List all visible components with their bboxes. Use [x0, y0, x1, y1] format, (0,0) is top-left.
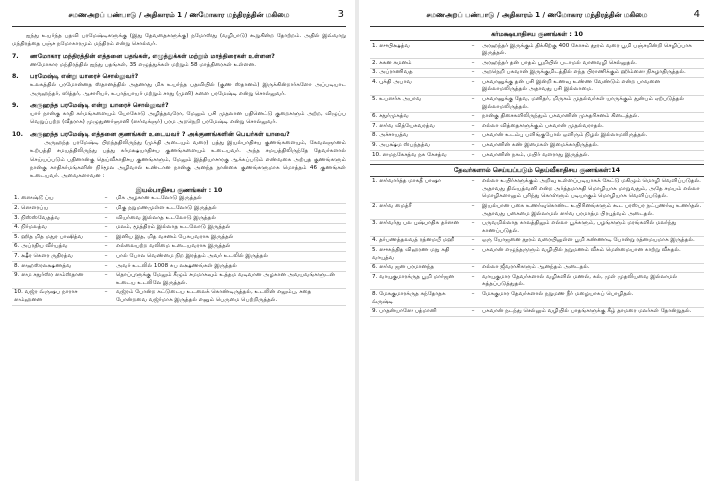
dash: –	[466, 202, 480, 219]
question	[12, 72, 346, 81]
dash: –	[98, 252, 114, 262]
quality-desc: பகவானுக்கு தேவ, மனிதர், மிருகம் முதல்வர்கள் யாருக்கும் துன்பம் ஏற்படுத்தல் இல்லாமலிருத்தல்.	[480, 95, 704, 112]
quality-name: 7. க்ஷீர கௌர ருதிரத்வ	[12, 252, 98, 262]
question	[12, 130, 346, 139]
quality-name: 9. பாதன்யாஸே பத்மானி	[370, 307, 466, 317]
right-page	[362, 4, 710, 478]
quality-desc: இனிய இத, மித வசனம் பேசுபவராக இருத்தல்	[114, 233, 346, 243]
table-row	[12, 242, 346, 252]
quality-desc: இயல்பான பகை உணர்வுகொண்ட உயிரினங்களும் கூட பரஸ்பர நட்புணர்வு உணர்தல். அதாவது பகைமை இல்லாமல் ஸர்வ பரமாத்ம பிரபுத்வம் அடைதல்.	[480, 202, 704, 219]
quality-desc: ஒரு யோஜனை தூரம் வரையிலுள்ள பூமி கண்ணாடி போன்று ரத்னமயமாக இருத்தல்.	[480, 236, 704, 246]
dash: –	[466, 290, 480, 307]
table-row	[370, 131, 704, 141]
divine-qualities-title: தேவர்களால் செய்யப்படும் தெய்வீகாதிசய குணங்கள்:14	[370, 164, 704, 177]
quality-name: 2. ஸௌரப்ய	[12, 204, 98, 214]
table-row	[370, 246, 704, 263]
right-page-number: 4	[693, 9, 700, 20]
table-row	[12, 195, 346, 204]
answer-text: ணமோகார மந்திரத்தில் ஐந்து பதங்கள், 35 எழுத்துக்கள் மற்றும் 58 மாத்திரைகள் உள்ளன.	[30, 61, 256, 68]
table-row	[370, 202, 704, 219]
quality-desc: பால் போல வெண்மை நிற இரத்தம் அவர் உடலில் இருத்தல்	[114, 252, 346, 262]
table-row	[370, 219, 704, 236]
quality-name: 10. வஜ்ர வ்ருஷப நாராச ஸம்ஹனன	[12, 288, 98, 305]
table-row	[12, 252, 346, 262]
quality-name: 5. ஹித மித மதுர பாஷித்வ	[12, 233, 98, 243]
dash: –	[466, 273, 480, 290]
quality-desc: மிகு நறுமணமுள்ள உடலோடு இருத்தல்	[114, 204, 346, 214]
table-row	[370, 42, 704, 59]
dash: –	[466, 112, 480, 122]
qa-item	[12, 52, 346, 69]
dash: –	[98, 223, 114, 233]
dash: –	[466, 307, 480, 317]
quality-desc: மிக அழகான உடலோடு இருத்தல்	[114, 195, 346, 204]
table-row	[370, 178, 704, 202]
quality-name: 4. நிர்மலத்வ	[12, 223, 98, 233]
dash: –	[98, 214, 114, 224]
table-row	[12, 262, 346, 272]
quality-name: 9. அபக்ஷ்ம ஸ்பந்தத்வ	[370, 141, 466, 151]
table-row	[370, 95, 704, 112]
quality-name: 6. சதுர்முகத்வ	[370, 112, 466, 122]
answer-text: யார் நான்கு காதி கர்மங்களையும் யோகோடு அழித்தவரோ, மேலும் பசி முதலான பதினெட்டு குறைகளும் அற்ற, விழுப்ப வெறுப்பற்ற (வீதராக) முழுதுணர்ஞானி (ஸர்வக்ஞர்) பரம அறநெறி பரமேஷ்டி என்று சொல்லுவர்.	[30, 111, 346, 126]
quality-desc: பருவமில்லாத காலத்திலும் எல்லா பூக்களும், பழங்களும் மரங்களில் மலர்ந்து காணப்படுதல்.	[480, 219, 704, 236]
dash: –	[466, 122, 480, 132]
quality-name: 4. தர்பணத்தலவத் ரத்னமயீ மஹீ	[370, 236, 466, 246]
table-row	[370, 151, 704, 161]
quality-name: 2. ககன கமனம்	[370, 59, 466, 69]
quality-desc: அறநெறி பகவான் இருக்குமிடத்தில் எந்த பிராணிக்கும் ஹிம்ஸை நிகழாதிருத்தல்.	[480, 68, 704, 78]
qa-item	[12, 72, 346, 98]
dash: –	[466, 178, 480, 202]
table-row	[370, 112, 704, 122]
table-row	[370, 122, 704, 132]
quality-desc: பகவானின் நகம், மயிர் வளராது இருத்தல்.	[480, 151, 704, 161]
quality-name: 5. ஸுகந்தித விஹரண மநு கதி வாயுத்வ	[370, 246, 466, 263]
question-number: 7.	[12, 52, 19, 60]
quality-desc: மலம், மூத்திரம் இல்லாத உடலோடு இருத்தல்	[114, 223, 346, 233]
quality-desc: மேககுமார தேவர்களால் நறுமண நீர் மழையாகப் பொழிதல்.	[480, 290, 704, 307]
quality-desc: வியர்வை இல்லாத உடலோடு இருத்தல்	[114, 214, 346, 224]
quality-desc: தொப்புளுக்கு மேலும் கீழும் சமமாகவும் உத்தம வடிவான அழகான அவயவங்களுடன் உடைய உடலிலே இருத்தல்.	[114, 271, 346, 288]
quality-name: 3. அப்ராணிவத	[370, 68, 466, 78]
quality-desc: அவர் உடலில் 1008 சுப லக்ஷணங்கள் இருத்தல்	[114, 262, 346, 272]
quality-name: 8. மேககுமாரக்ருத கந்தோதக வ்ருஷ்டி	[370, 290, 466, 307]
question-text: அருஹந்த பரமேஷ்டி என்று யாரைச் சொல்லுவர்?	[30, 102, 169, 110]
dash: –	[466, 59, 480, 69]
quality-name: 7. வாயுகுமாரக்ருத பூமி மார்ஜன	[370, 273, 466, 290]
table-row	[12, 204, 346, 214]
table-row	[370, 236, 704, 246]
quality-desc: எல்லா வித்தைகளுக்கும் பகவான் முதல்வராதல்.	[480, 122, 704, 132]
dash: –	[98, 195, 114, 204]
table-row	[370, 290, 704, 307]
karma-qualities-table	[370, 42, 704, 161]
left-page-header	[12, 4, 346, 27]
dash: –	[466, 131, 480, 141]
dash: –	[98, 271, 114, 288]
quality-desc: பகவான் உடம்பு பளிங்குபோல் ஒளிரும் நிழல் இல்லாமலிருத்தல்.	[480, 131, 704, 141]
book-gutter	[355, 0, 359, 481]
quality-desc: எல்லா ஜீவராசிகளும் ஆனந்தம் அடைதல்.	[480, 263, 704, 273]
quality-name: 4. புக்தி அபாவ	[370, 78, 466, 95]
question-text: அருஹந்த பரமேஷ்டி எத்தனை குணங்கள் உடையவர் ? அக்குணங்களின் பெயர்கள் யாவை?	[30, 130, 290, 138]
table-row	[12, 288, 346, 305]
quality-name: 3. ஸர்வர்து பல புஷ்பாதிக தர்ஸன	[370, 219, 466, 236]
dash: –	[98, 204, 114, 214]
question-number: 8.	[12, 73, 19, 81]
karma-qualities-title: கர்மக்ஷயாதிசய குணங்கள் : 10	[370, 29, 704, 41]
quality-desc: அரஹந்தர் இருக்கும் திக்கிற்கு 400 கோசம் தூரம் வரை பூமி பஞ்சமின்றி செழிப்பாக இருத்தல்.	[480, 42, 704, 59]
quality-desc: எல்லா உயிர்களுக்கும் அறிவு உள்ளப்படியாகக் கேட்டு மகிழும் மொழி வெளிப்படுதல். அதாவது திவ்யத்வனி என்ற அர்த்தமாகதி மொழியாக மாறுவதும், அதே சமயம் எல்லா மொழிகளாலும் புரிந்து கொள்ளும் படியாகும் மொழியாக வெளிப்படுதல்.	[480, 178, 704, 202]
question-text: ணமோகார மந்திரத்தின் எத்தனை பதங்கள், எழுத்துக்கள் மற்றும் மாத்திரைகள் உள்ளன?	[30, 52, 275, 60]
quality-name: 2. ஸர்வ மைத்ரீ	[370, 202, 466, 219]
dash: –	[466, 141, 480, 151]
dash: –	[466, 151, 480, 161]
question-number: 10.	[12, 130, 23, 138]
intro-paragraph: ஐந்து உயர்ந்த பதவி பரமேஷ்டிகளுக்கு (இது தேவதைகளுக்கு) நமோஸ்து (வழிபாடு) கூறுகின்ற தோற்றம். அதில் இவ்வாறு மந்திரத்தை பஞ்ச நமோகாரமும் மந்திரம் என்று சொல்வர்.	[12, 33, 346, 48]
question-text: பரமேஷ்டி என்று யாரைச் சொல்லுவர்?	[30, 73, 139, 81]
quality-name: 1. ஸைஷ்டூ ப்ய	[12, 195, 98, 204]
table-row	[12, 233, 346, 243]
quality-name: 3. நிஸ்ஸ்வேதத்வ	[12, 214, 98, 224]
answer-text: உலகத்தில் பரமோன்னத ஸ்தானத்தில் அதனாது மிக உயர்ந்த பதவியில் (குண ஸ்தானம்) இருக்கின்றார்களோ அப்படியாட அருஹந்தர், ஸித்தர், ஆசாரியர், உபாத்யாயர் மற்றும் சாது (முனி) களை பரமேஷ்டி என்று சொல்லுவர்.	[30, 82, 346, 97]
table-row	[12, 223, 346, 233]
quality-desc: பகவானின் கண் இமைகள் இமைக்காதிருத்தல்.	[480, 141, 704, 151]
table-row	[370, 307, 704, 317]
qa-item	[12, 101, 346, 127]
quality-desc: பகவான் நடந்து செல்லும் வழியில் பாதங்களுக்கு கீழ் தாமரை மலர்கள் தோன்றுதல்.	[480, 307, 704, 317]
quality-name: 6. ஸர்வ ஜன பரமானந்த	[370, 263, 466, 273]
quality-name: 8. ஸஹஸ்ரலக்ஷணத்வ	[12, 262, 98, 272]
quality-name: 1. ஸர்வார்த்த மாகதீ பாஷா	[370, 178, 466, 202]
quality-name: 9. ஸம சதுர்ஸ்ர ஸம்ஸ்தான	[12, 271, 98, 288]
quality-desc: நான்கு திசைகளிலிருந்தும் பகவானின் முகதரிசனம் கிடைத்தல்.	[480, 112, 704, 122]
table-row	[370, 78, 704, 95]
right-header-title: சமணஅறப் பண்பாடு / அதிகாரம் 1 / ணமோகார மந்திரத்தின் மகிமை	[426, 11, 648, 19]
qualities-paragraph: அருஹந்த பரமேஷ்டி பிறந்ததிலிருந்து (முக்தி அடையும் வரை) பத்து இயல்பாதிசய குணங்களையும், கேவலஞானம் உற்பத்தி சமயத்திலிருந்து பத்து கர்மக்ஷயாதிசய குணங்களையும் உடையவர். அந்த சமயத்திலிருந்தே தேவர்களால் செய்யப்படும் பதினான்கு தெய்வீகாதிசய குணங்களும், மேலும் இத்தியாசாரகு ஆக்கப்படும் எண்வகை அற்புத குணங்களும் நான்கு காதிகர்மங்களின் நிர்மூல அழிவால் உண்டான நான்கு அனந்த நான்கை குணங்களுமாக மொத்தம் 46 குணங்கள் உடையவர். அவைகளாவன :	[30, 139, 346, 180]
table-row	[370, 68, 704, 78]
table-row	[12, 271, 346, 288]
right-page-header	[370, 4, 704, 27]
dash: –	[466, 263, 480, 273]
question-number: 9.	[12, 102, 19, 110]
table-row	[370, 273, 704, 290]
quality-desc: வஜ்ரம் போன்ற கட்டுடைய உடலைக் கொண்டிருத்தல், உடலின் எலும்பு, சதை போன்றவை வஜ்ர்மாக இருத்தல் எனும் பெருமை பெற்றிருத்தல்.	[114, 288, 346, 305]
quality-name: 1. ஸுபிக்ஷத்வ	[370, 42, 466, 59]
question	[12, 52, 346, 61]
left-page-number: 3	[337, 9, 344, 20]
dash: –	[466, 236, 480, 246]
table-row	[370, 141, 704, 151]
dash: –	[98, 288, 114, 305]
table-row	[12, 214, 346, 224]
table-row	[370, 59, 704, 69]
quality-desc: பகவானுக்கு தன் பசி இன்றி உணவு உண்ண வேண்டும் என்ற பாவனை இல்லாமலிருத்தல் அதாவது பசி இல்லாமை.	[480, 78, 704, 95]
dash: –	[466, 68, 480, 78]
divine-qualities-table	[370, 178, 704, 318]
quality-name: 8. அச்சாயத்வ	[370, 131, 466, 141]
dash: –	[466, 78, 480, 95]
quality-desc: எல்லையற்ற வலிமை உடையவராக இருத்தல்	[114, 242, 346, 252]
dash: –	[466, 95, 480, 112]
quality-name: 7. ஸர்வ வித்யேசுவரத்வ	[370, 122, 466, 132]
quality-desc: பகவான் எழுந்தருளும் வழியில் நறுமணம் வீசும் மென்மையான காற்று வீசுதல்.	[480, 246, 704, 263]
quality-name: 5. உபஸர்க அபாவ	[370, 95, 466, 112]
table-row	[370, 263, 704, 273]
question	[12, 101, 346, 110]
qa-item	[12, 130, 346, 139]
left-header-title: சமணஅறப் பண்பாடு / அதிகாரம் 1 / ணமோகார மந்திரத்தின் மகிமை	[68, 11, 290, 19]
quality-name: 10. ஸமநகேசத்வ நக கேசத்வ	[370, 151, 466, 161]
dash: –	[466, 246, 480, 263]
dash: –	[466, 42, 480, 59]
quality-name: 6. அப்ரதிய வீர்யத்வ	[12, 242, 98, 252]
dash: –	[98, 262, 114, 272]
dash: –	[98, 233, 114, 243]
natural-qualities-title: இயல்பாதிசய குணங்கள் : 10	[135, 185, 223, 194]
quality-desc: வாயுகுமார தேவர்களால் வழிகளில் மணல், கல், முள் முதலியவை இல்லாமல் சுத்தப்படுத்துதல்.	[480, 273, 704, 290]
left-page	[2, 4, 352, 478]
dash: –	[98, 242, 114, 252]
natural-qualities-table	[12, 195, 346, 306]
dash: –	[466, 219, 480, 236]
quality-desc: அரஹந்தர் தன் பாதம் பூமியில் படாமல் வானவழி செல்லுதல்.	[480, 59, 704, 69]
